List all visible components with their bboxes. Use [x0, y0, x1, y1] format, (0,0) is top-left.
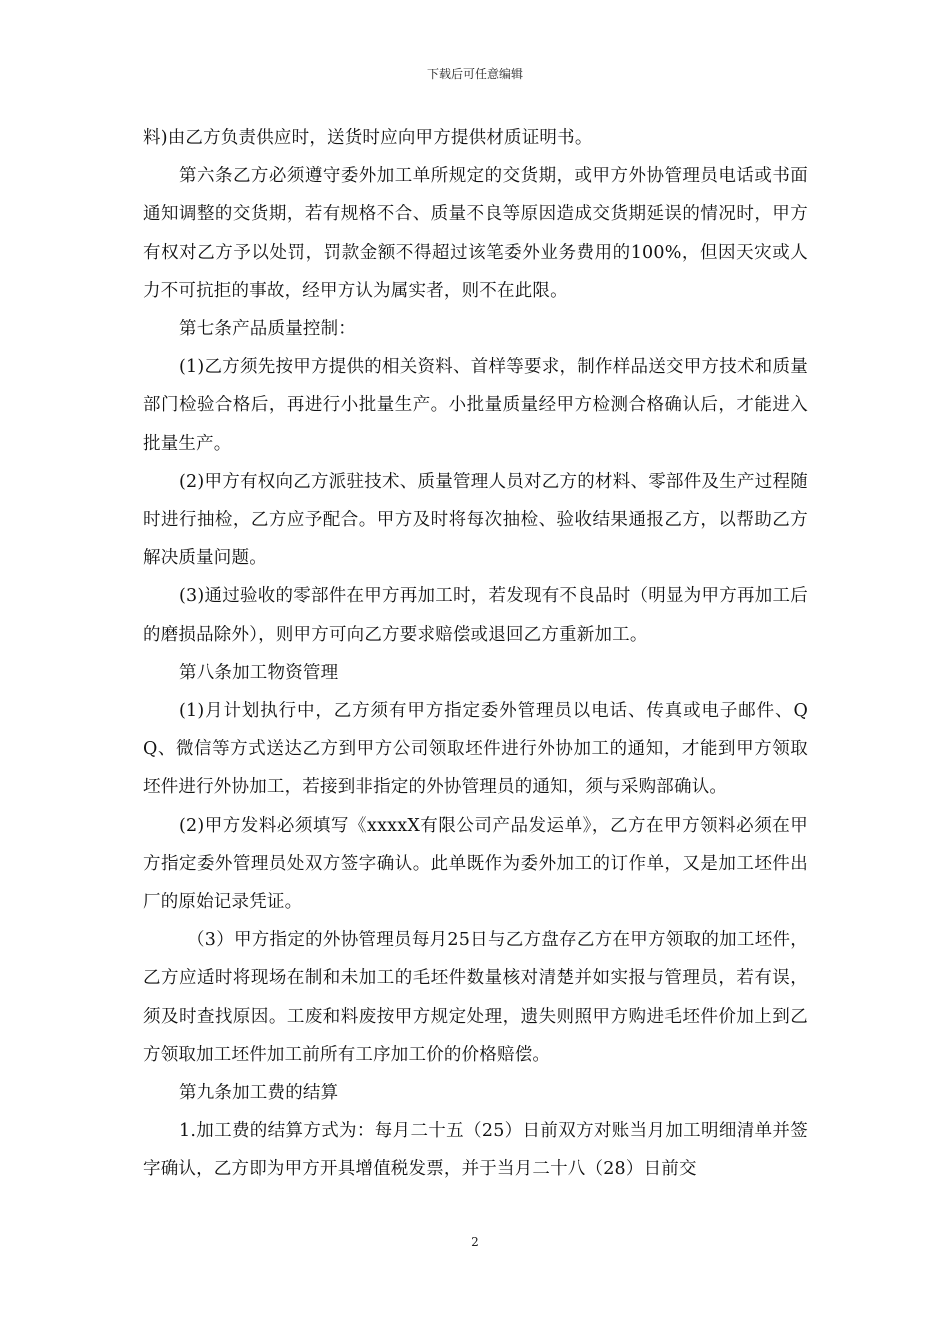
paragraph-continuation: 料)由乙方负责供应时，送货时应向甲方提供材质证明书。: [143, 128, 593, 148]
paragraph-article-6: 第六条乙方必须遵守委外加工单所规定的交货期，或甲方外协管理员电话或书面通知调整的交货期，若有规格不合、质量不良等原因造成交货期延误的情况时，甲方有权对乙方予以处罚，罚款金额不得超过该笔委外业务费用的100%，但因天灾或人力不可抗拒的事故，经甲方认为属实者，则不在此限。: [143, 166, 808, 301]
heading-article-9: 第九条加工费的结算: [179, 1083, 339, 1104]
heading-article-7: 第七条产品质量控制：: [179, 319, 356, 340]
paragraph-article-8-item-1: (1)月计划执行中，乙方须有甲方指定委外管理员以电话、传真或电子邮件、QQ、微信等方式送达乙方到甲方公司领取坯件进行外协加工的通知，才能到甲方领取坯件进行外协加工，若接到非指定的外协管理员的通知，须与采购部确认。: [143, 701, 808, 798]
paragraph-article-7-item-3: (3)通过验收的零部件在甲方再加工时，若发现有不良品时（明显为甲方再加工后的磨损品除外），则甲方可向乙方要求赔偿或退回乙方重新加工。: [143, 586, 808, 645]
heading-article-8: 第八条加工物资管理: [179, 662, 339, 683]
page-number: 2: [471, 1235, 479, 1249]
paragraph-article-8-item-3: （3）甲方指定的外协管理员每月25日与乙方盘存乙方在甲方领取的加工坯件，乙方应适时将现场在制和未加工的毛坯件数量核对清楚并如实报与管理员，若有误，须及时查找原因。工废和料废按甲方规定处理，遗失则照甲方购进毛坯件价加上到乙方领取加工坯件加工前所有工序加工价的价格赔偿。: [143, 930, 808, 1065]
paragraph-article-7-item-1: (1)乙方须先按甲方提供的相关资料、首样等要求，制作样品送交甲方技术和质量部门检验合格后，再进行小批量生产。小批量质量经甲方检测合格确认后，才能进入批量生产。: [143, 357, 808, 454]
page-header: 下载后可任意编辑: [426, 67, 523, 81]
paragraph-article-8-item-2: (2)甲方发料必须填写《xxxxX有限公司产品发运单》，乙方在甲方领料必须在甲方指定委外管理员处双方签字确认。此单既作为委外加工的订作单，又是加工坯件出厂的原始记录凭证。: [143, 815, 808, 913]
paragraph-article-7-item-2: (2)甲方有权向乙方派驻技术、质量管理人员对乙方的材料、零部件及生产过程随时进行抽检，乙方应予配合。甲方及时将每次抽检、验收结果通报乙方，以帮助乙方解决质量问题。: [143, 471, 808, 569]
document-body: [143, 119, 808, 1189]
paragraph-article-9-item-1: 1.加工费的结算方式为：每月二十五（25）日前双方对账当月加工明细清单并签字确认，乙方即为甲方开具增值税发票，并于当月二十八（28）日前交: [143, 1121, 808, 1180]
